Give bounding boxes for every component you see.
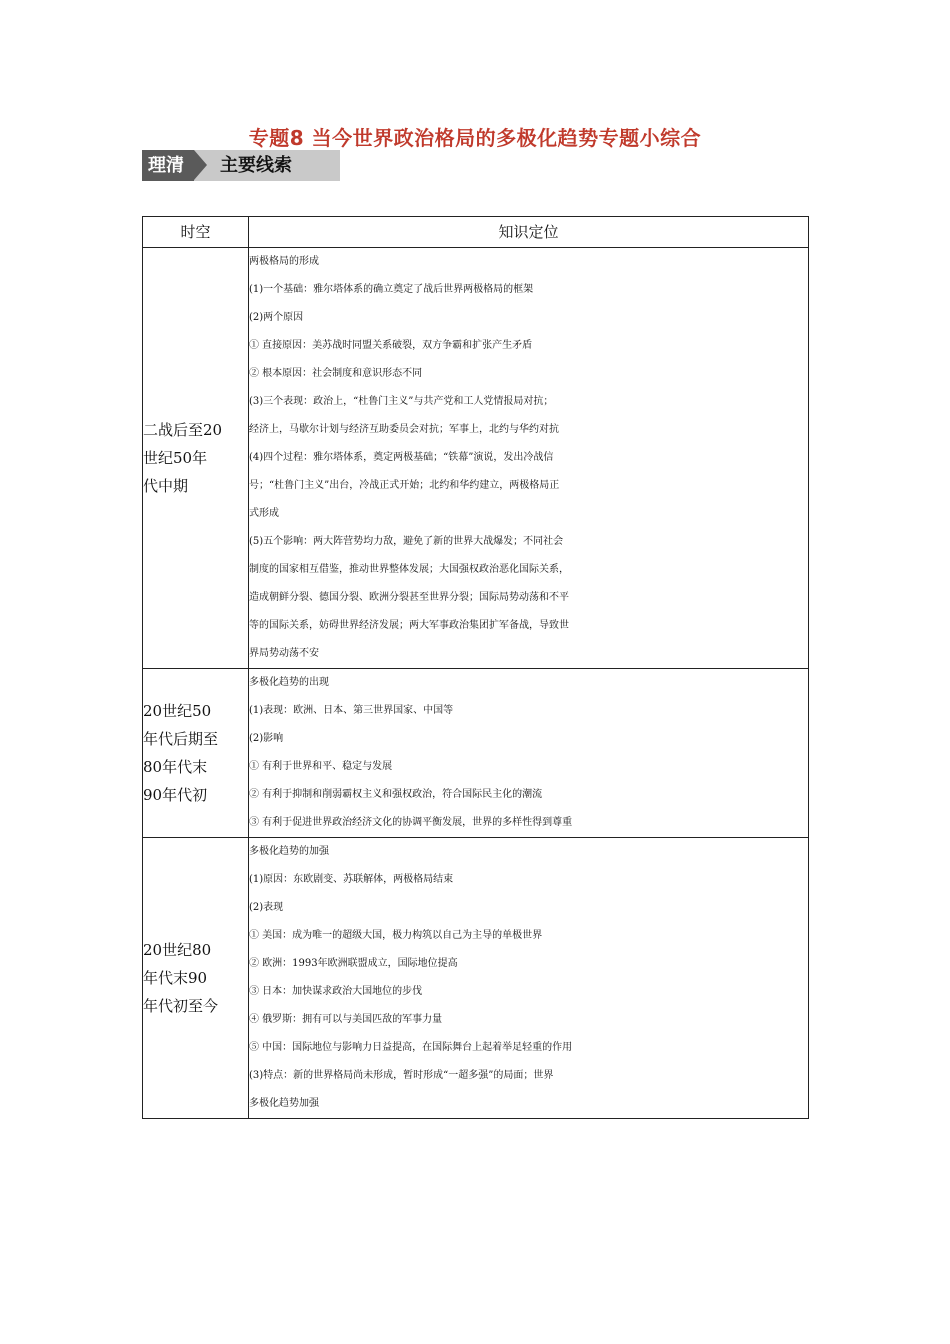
header-time: 时空: [143, 217, 249, 248]
knowledge-heading: 多极化趋势的出现: [249, 677, 329, 688]
time-period-line: 20世纪50: [143, 702, 212, 720]
section-banner: [142, 150, 340, 181]
knowledge-line: ② 欧洲：1993年欧洲联盟成立，国际地位提高: [249, 958, 458, 969]
time-period-line: 年代初至今: [143, 997, 219, 1015]
time-period-line: 世纪50年: [143, 449, 208, 467]
knowledge-line: ① 美国：成为唯一的超级大国，极力构筑以自己为主导的单极世界: [249, 930, 543, 941]
knowledge-line: ③ 有利于促进世界政治经济文化的协调平衡发展，世界的多样性得到尊重: [249, 817, 573, 828]
knowledge-line: ③ 日本：加快谋求政治大国地位的步伐: [249, 986, 423, 997]
page-title: 专题8 当今世界政治格局的多极化趋势专题小综合: [248, 126, 702, 150]
time-period-cell: [143, 838, 249, 1119]
knowledge-line: (2)表现: [249, 902, 284, 913]
header-knowledge: 知识定位: [249, 217, 809, 248]
knowledge-line: (3)特点：新的世界格局尚未形成，暂时形成“一超多强”的局面；世界: [249, 1070, 554, 1081]
knowledge-line: 界局势动荡不安: [249, 648, 319, 659]
time-period-cell: [143, 669, 249, 838]
table-header-row: [143, 217, 809, 248]
knowledge-line: 号；“杜鲁门主义”出台，冷战正式开始；北约和华约建立，两极格局正: [249, 480, 560, 491]
knowledge-line: 制度的国家相互借鉴，推动世界整体发展；大国强权政治恶化国际关系，: [249, 564, 569, 575]
time-period-line: 二战后至20: [143, 421, 223, 439]
knowledge-cell: [249, 838, 809, 1119]
time-period-line: 90年代初: [143, 786, 208, 804]
banner-lead: 理清: [142, 150, 194, 181]
table-row: [143, 669, 809, 838]
time-period-line: 20世纪80: [143, 941, 212, 959]
time-period-line: 代中期: [143, 477, 189, 495]
knowledge-line: ⑤ 中国：国际地位与影响力日益提高，在国际舞台上起着举足轻重的作用: [249, 1042, 573, 1053]
knowledge-line: (2)影响: [249, 733, 284, 744]
knowledge-line: (1)原因：东欧剧变、苏联解体，两极格局结束: [249, 874, 454, 885]
time-period-cell: [143, 248, 249, 669]
banner-arrow-icon: [194, 150, 207, 180]
table-row: [143, 838, 809, 1119]
table-row: [143, 248, 809, 669]
knowledge-line: 式形成: [249, 508, 279, 519]
knowledge-line: 多极化趋势加强: [249, 1098, 319, 1109]
knowledge-line: 等的国际关系，妨碍世界经济发展；两大军事政治集团扩军备战，导致世: [249, 620, 569, 631]
time-period-line: 年代后期至: [143, 730, 219, 748]
knowledge-line: ④ 俄罗斯：拥有可以与美国匹敌的军事力量: [249, 1014, 443, 1025]
knowledge-line: ② 有利于抑制和削弱霸权主义和强权政治，符合国际民主化的潮流: [249, 789, 543, 800]
knowledge-heading: 两极格局的形成: [249, 256, 319, 267]
banner-label: 主要线索: [220, 155, 292, 176]
time-period-line: 80年代末: [143, 758, 208, 776]
knowledge-line: ② 根本原因：社会制度和意识形态不同: [249, 368, 423, 379]
knowledge-line: (3)三个表现：政治上，“杜鲁门主义”与共产党和工人党情报局对抗；: [249, 396, 554, 407]
knowledge-line: ① 有利于世界和平、稳定与发展: [249, 761, 393, 772]
knowledge-line: 经济上，马歇尔计划与经济互助委员会对抗；军事上，北约与华约对抗: [249, 424, 559, 435]
knowledge-heading: 多极化趋势的加强: [249, 846, 329, 857]
knowledge-line: (1)表现：欧洲、日本、第三世界国家、中国等: [249, 705, 454, 716]
knowledge-cell: [249, 669, 809, 838]
knowledge-line: 造成朝鲜分裂、德国分裂、欧洲分裂甚至世界分裂；国际局势动荡和不平: [249, 592, 569, 603]
knowledge-line: (4)四个过程：雅尔塔体系，奠定两极基础；“铁幕”演说，发出冷战信: [249, 452, 554, 463]
knowledge-line: ① 直接原因：美苏战时同盟关系破裂，双方争霸和扩张产生矛盾: [249, 340, 533, 351]
knowledge-cell: [249, 248, 809, 669]
time-period-line: 年代末90: [143, 969, 208, 987]
knowledge-table: [142, 216, 809, 1119]
knowledge-line: (5)五个影响：两大阵营势均力敌，避免了新的世界大战爆发；不同社会: [249, 536, 564, 547]
knowledge-line: (2)两个原因: [249, 312, 304, 323]
knowledge-line: (1)一个基础：雅尔塔体系的确立奠定了战后世界两极格局的框架: [249, 284, 534, 295]
